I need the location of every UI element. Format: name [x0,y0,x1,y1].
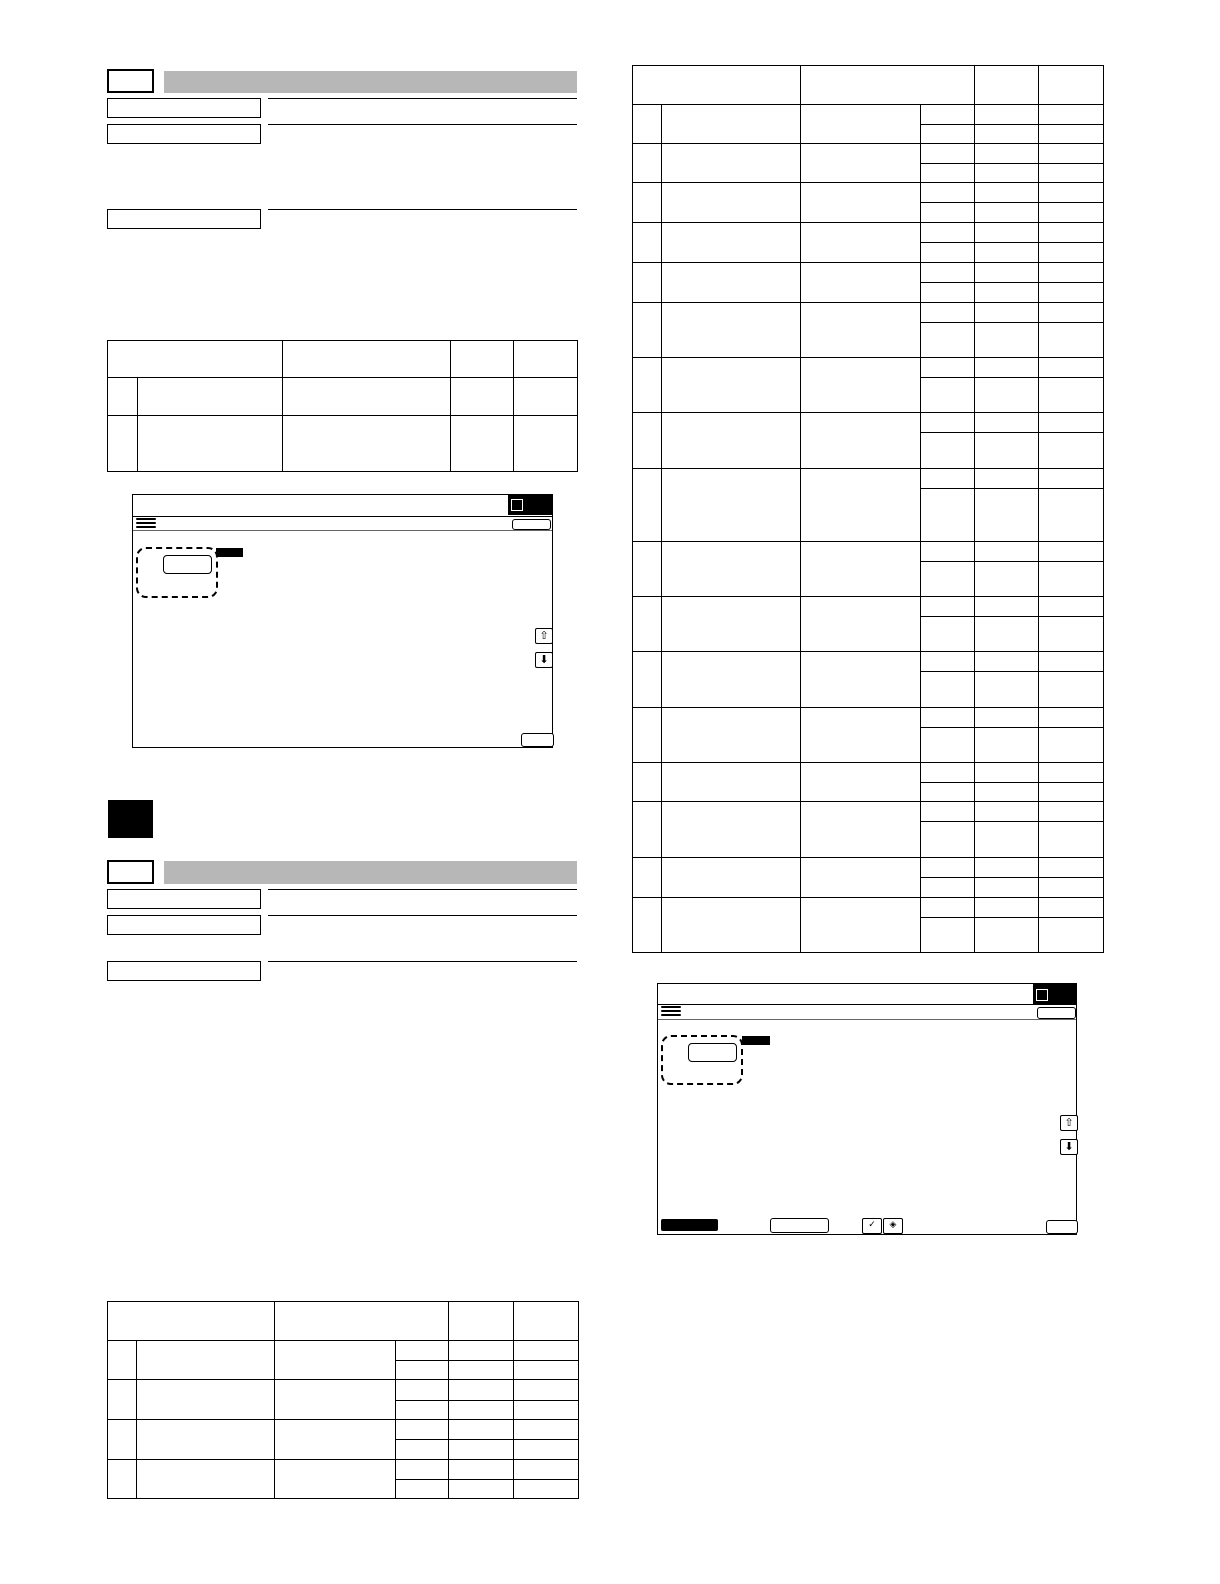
copy-icon [511,499,523,511]
table-row [633,652,1104,672]
section-2-label-2 [107,915,261,935]
section-2-label-3 [107,961,261,981]
screen-2-bottom-mid-button[interactable] [770,1218,829,1233]
screen-2 [657,983,1077,1235]
table-row [633,802,1104,822]
chapter-marker [108,800,153,838]
table-row [108,1380,579,1401]
check-icon[interactable]: ✓ [862,1218,882,1234]
table-row [108,1341,579,1361]
table-a-header-3 [451,341,514,378]
section-2-rule-2 [268,915,577,916]
screen-1-top-button[interactable] [512,519,551,530]
table-b-header-1 [108,1302,275,1341]
table-row [633,223,1104,243]
copy-icon [1036,989,1048,1001]
section-1-label-3 [107,209,261,229]
section-1-label-2 [107,124,261,144]
table-a [107,340,578,472]
table-c-header-1 [633,66,801,105]
table-row [633,597,1104,617]
section-1-rule-2 [268,124,577,125]
menu-icon[interactable] [661,1006,681,1018]
screen-2-ok-button[interactable] [1046,1220,1078,1234]
screen-2-top-button[interactable] [1037,1007,1076,1019]
section-2-label-1 [107,889,261,909]
screen-2-tag [742,1036,770,1045]
table-b [107,1301,579,1499]
table-row [108,1460,579,1480]
up-arrow-icon[interactable]: ⇧ [535,628,553,644]
up-arrow-icon[interactable]: ⇧ [1060,1115,1078,1131]
table-row [633,358,1104,378]
table-c-header-3 [975,66,1039,105]
section-1-title-bar [164,71,577,93]
down-arrow-icon[interactable]: ⬇ [1060,1139,1078,1155]
table-row [633,183,1104,203]
screen-1-select-button[interactable] [163,555,212,574]
menu-icon[interactable] [136,518,156,530]
table-row [633,413,1104,433]
table-c [632,65,1104,953]
table-row [633,303,1104,323]
table-row [633,469,1104,489]
section-1-rule-1 [268,98,577,99]
table-a-header-1 [108,341,283,378]
table-row [633,105,1104,125]
screen-1 [132,494,553,748]
screen-1-job-status[interactable] [508,495,552,515]
table-row [108,416,578,472]
table-row [633,263,1104,283]
screen-2-job-status[interactable] [1033,984,1077,1004]
table-b-header-3 [449,1302,514,1341]
section-2-rule-1 [268,889,577,890]
screen-1-tag [216,548,243,557]
section-2-code-box [107,860,154,884]
screen-1-ok-button[interactable] [521,733,554,747]
table-row [633,858,1104,878]
table-row [633,542,1104,562]
table-a-header-2 [283,341,451,378]
table-row [108,1420,579,1440]
section-2-title-bar [164,861,577,884]
table-b-header-4 [514,1302,579,1341]
section-1-label-1 [107,98,261,118]
table-c-header-2 [801,66,975,105]
section-1-code-box [107,69,154,93]
table-row [633,898,1104,918]
table-c-header-4 [1039,66,1104,105]
table-row [633,763,1104,783]
screen-2-bottom-left-button[interactable] [661,1219,718,1231]
table-row [108,378,578,416]
eye-icon[interactable]: ◈ [883,1218,903,1234]
screen-2-select-button[interactable] [688,1043,737,1062]
down-arrow-icon[interactable]: ⬇ [535,652,553,668]
section-2-rule-3 [268,961,577,962]
table-row [633,708,1104,728]
table-row [633,144,1104,164]
table-b-header-2 [275,1302,449,1341]
table-a-header-4 [514,341,578,378]
section-1-rule-3 [268,209,577,210]
